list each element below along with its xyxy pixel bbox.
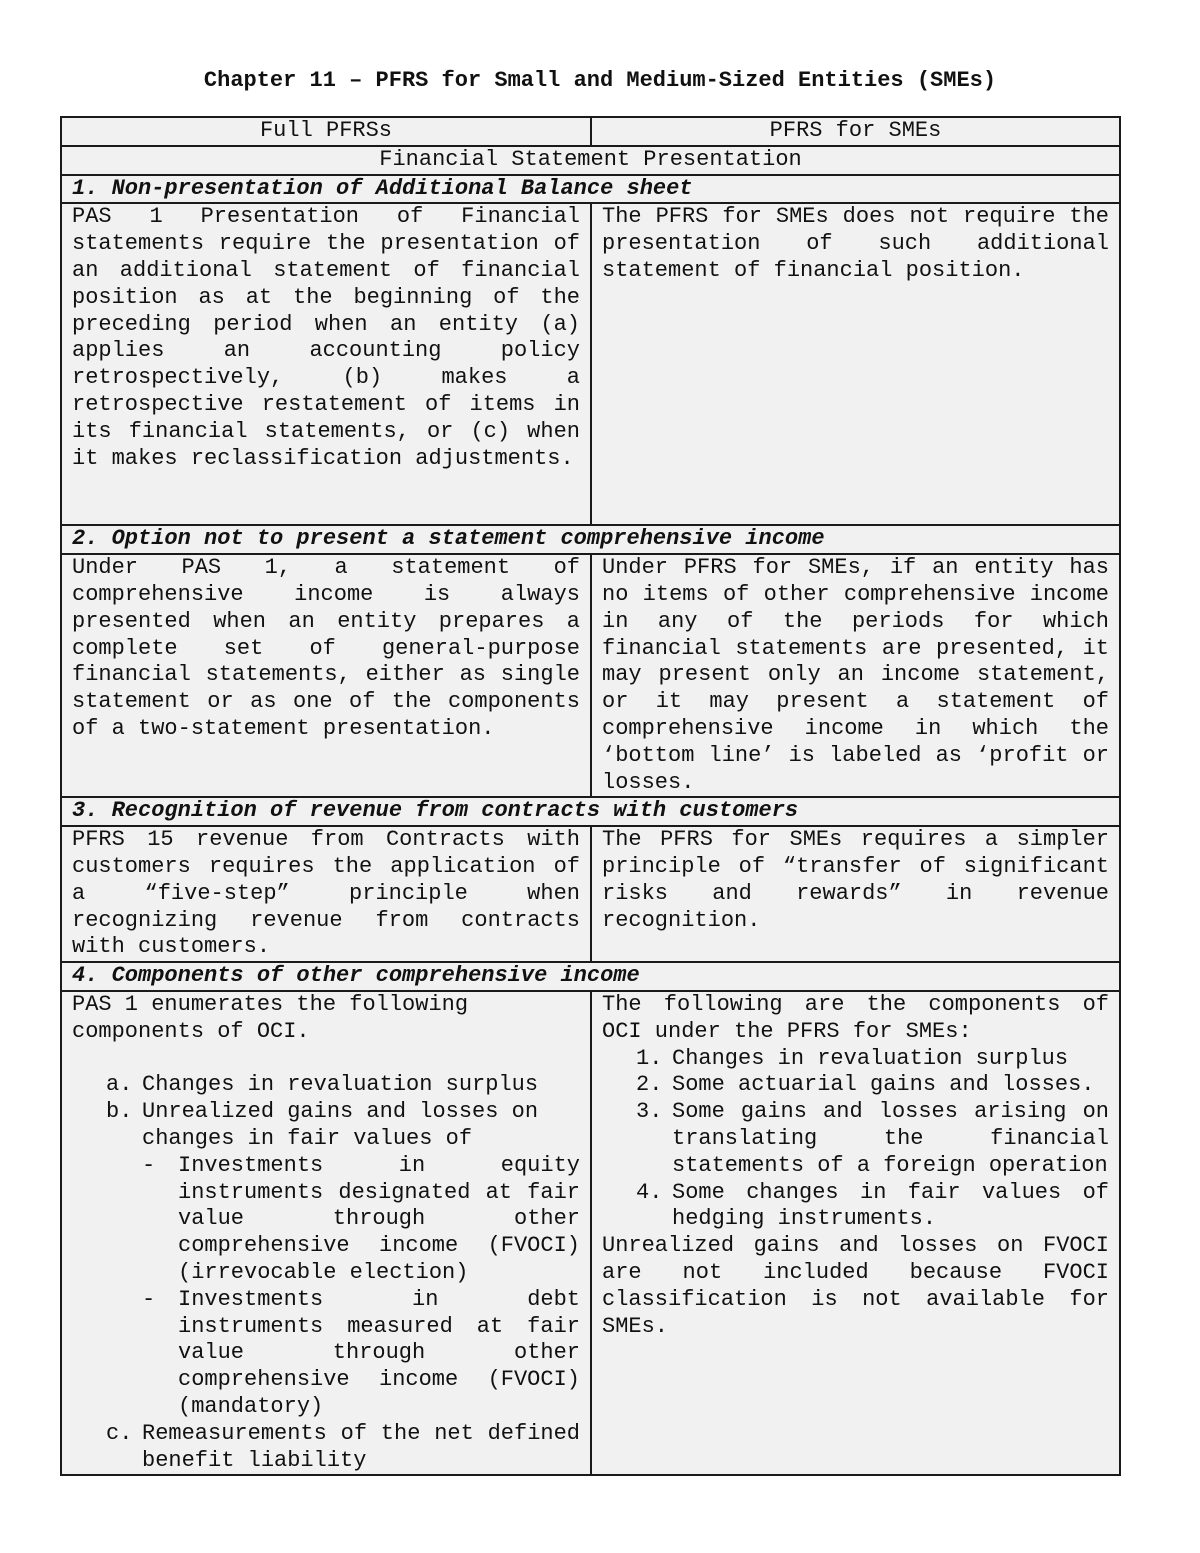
sub-list-item: [142, 1152, 580, 1287]
full-pfrs-cell: [61, 554, 591, 797]
comparison-table: [60, 116, 1121, 1476]
list-item-text: Changes in revaluation surplus: [672, 1045, 1069, 1071]
section-heading-row: [61, 525, 1120, 554]
section-heading-4: 4. Components of other comprehensive income: [61, 962, 1120, 991]
dash-marker: -: [142, 1152, 156, 1178]
list-item: [636, 1099, 1109, 1179]
full-pfrs-cell: [61, 991, 591, 1475]
smes-cell: [591, 554, 1120, 797]
list-marker: b.: [106, 1099, 133, 1125]
cell-text: PAS 1 Presentation of Financial statements require the presentation of an additional statement of financial position as at the beginning of the preceding period when an entity (a) applies an accounting policy retrospectively, (b) makes a retrospective restatement of items in its financial statements, or (c) when it makes reclassification adjustments.: [72, 204, 580, 471]
section-heading-row: [61, 175, 1120, 204]
list-item: [106, 1099, 580, 1421]
oci-components-list: [72, 1072, 580, 1474]
table-row: [61, 554, 1120, 797]
cell-text: PFRS 15 revenue from Contracts with customers requires the application of a “five-step” principle when recognizing revenue from contracts with customers.: [72, 827, 580, 960]
table-header-row: [61, 117, 1120, 146]
smes-cell: [591, 203, 1120, 525]
list-item-text: Some gains and losses arising on translating the financial statements of a foreign operation: [672, 1099, 1109, 1178]
table-row: [61, 991, 1120, 1475]
list-marker: a.: [106, 1072, 133, 1098]
list-marker: 1.: [636, 1045, 663, 1071]
column-header-full-pfrs: Full PFRSs: [61, 117, 591, 146]
cell-text: PAS 1 enumerates the following components of OCI.: [72, 991, 469, 1044]
table-row: [61, 826, 1120, 962]
dash-marker: -: [142, 1286, 156, 1312]
section-heading-row: [61, 797, 1120, 826]
list-item-text: Remeasurements of the net defined benefit liability: [142, 1420, 580, 1473]
list-item-text: Unrealized gains and losses on changes in fair values of: [142, 1099, 539, 1151]
list-item: [106, 1072, 580, 1099]
sub-list-item-text: Investments in equity instruments designated at fair value through other comprehensive income (FVOCI) (irrevocable election): [178, 1152, 580, 1285]
sme-oci-components-list: [602, 1046, 1109, 1234]
table-row: [61, 203, 1120, 525]
full-pfrs-cell: [61, 203, 591, 525]
sub-list-item-text: Investments in debt instruments measured at fair value through other comprehensive income (FVOCI) (mandatory): [178, 1286, 580, 1419]
section-heading-3: 3. Recognition of revenue from contracts with customers: [61, 797, 1120, 826]
spacer: [72, 1046, 580, 1073]
list-marker: 2.: [636, 1072, 663, 1098]
list-item: [106, 1420, 580, 1475]
cell-text: The following are the components of OCI under the PFRS for SMEs:: [602, 991, 1109, 1044]
cell-text: Under PAS 1, a statement of comprehensive income is always presented when an entity prepares a complete set of general-purpose financial statements, either as single statement or as one of the components of a two-statement presentation.: [72, 555, 580, 741]
cell-text: Under PFRS for SMEs, if an entity has no items of other comprehensive income in any of the periods for which financial statements are presented, it may present only an income statement, or it may present a statement of comprehensive income in which the ‘bottom line’ is labeled as ‘profit or losses.: [602, 555, 1109, 795]
list-item-text: Changes in revaluation surplus: [142, 1072, 539, 1098]
smes-cell: [591, 826, 1120, 962]
cell-text: The PFRS for SMEs requires a simpler principle of “transfer of significant risks and rewards” in revenue recognition.: [602, 827, 1109, 933]
list-item: [636, 1045, 1109, 1073]
list-marker: 4.: [636, 1179, 663, 1205]
band-row: [61, 146, 1120, 175]
list-marker: 3.: [636, 1099, 663, 1125]
smes-cell: [591, 991, 1120, 1475]
sub-list: [142, 1153, 580, 1421]
list-marker: c.: [106, 1420, 133, 1446]
column-header-pfrs-smes: PFRS for SMEs: [591, 117, 1120, 146]
sub-list-item: [142, 1286, 580, 1421]
section-heading-2: 2. Option not to present a statement comprehensive income: [61, 525, 1120, 554]
section-heading-1: 1. Non-presentation of Additional Balance sheet: [61, 175, 1120, 204]
section-heading-row: [61, 962, 1120, 991]
band-financial-statement-presentation: Financial Statement Presentation: [61, 146, 1120, 175]
list-item-text: Some changes in fair values of hedging instruments.: [672, 1179, 1109, 1232]
list-item: [636, 1072, 1109, 1099]
list-item: [636, 1179, 1109, 1234]
cell-text: The PFRS for SMEs does not require the presentation of such additional statement of financial position.: [602, 204, 1109, 283]
list-item-text: Some actuarial gains and losses.: [672, 1072, 1095, 1098]
page-title: Chapter 11 – PFRS for Small and Medium-Sized Entities (SMEs): [203, 68, 997, 93]
cell-text: Unrealized gains and losses on FVOCI are not included because FVOCI classification is not available for SMEs.: [602, 1233, 1109, 1339]
full-pfrs-cell: [61, 826, 591, 962]
